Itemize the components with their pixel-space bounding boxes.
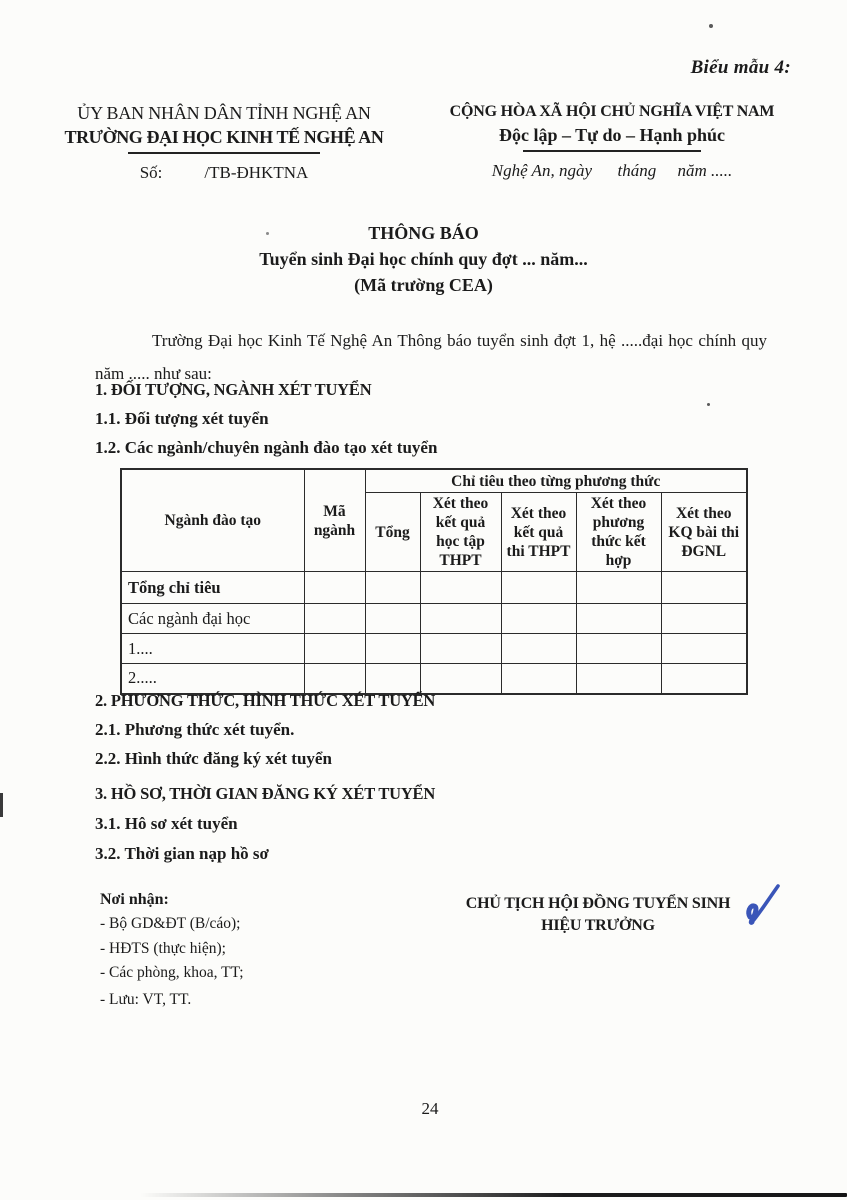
section-3-heading: 3. HỒ SƠ, THỜI GIAN ĐĂNG KÝ XÉT TUYỂN: [95, 784, 436, 803]
pen-mark-stroke: [752, 886, 778, 922]
section-2-block: [95, 691, 435, 769]
document-title-block: [0, 220, 847, 298]
document-header: [48, 103, 796, 183]
national-motto: Độc lập – Tự do – Hạnh phúc: [498, 125, 726, 145]
national-title: CỘNG HÒA XÃ HỘI CHỦ NGHĨA VIỆT NAM: [449, 103, 775, 120]
section-1-block: [95, 380, 437, 458]
empty-cell: [576, 664, 661, 694]
scan-edge-artifact: [140, 1193, 847, 1197]
empty-cell: [420, 634, 501, 664]
section-2-2-heading: 2.2. Hình thức đăng ký xét tuyển: [95, 749, 332, 768]
document-number-line: [48, 163, 400, 183]
school-code-line: (Mã trường CEA): [354, 275, 493, 295]
section-2-1-heading: 2.1. Phương thức xét tuyển.: [95, 720, 295, 739]
scan-artifact-left-edge: [0, 793, 3, 817]
empty-cell: [304, 634, 365, 664]
table-row: [121, 634, 747, 664]
empty-cell: [576, 634, 661, 664]
signature-block: [450, 893, 746, 937]
recipient-item: - Lưu: VT, TT.: [100, 990, 192, 1008]
page-number: 24: [421, 1099, 439, 1118]
issuing-org-name: TRƯỜNG ĐẠI HỌC KINH TẾ NGHỆ AN: [64, 127, 384, 147]
intro-paragraph: Trường Đại học Kinh Tế Nghệ An Thông báo tuyển sinh đợt 1, hệ .....đại học chính quy năm ..... như sau:: [95, 331, 767, 383]
section-3-1-heading: 3.1. Hô sơ xét tuyển: [95, 814, 238, 833]
section-1-heading: 1. ĐỐI TƯỢNG, NGÀNH XÉT TUYỂN: [95, 380, 372, 399]
empty-cell: [365, 604, 420, 634]
scan-speck: [266, 232, 269, 235]
section-2-heading: 2. PHƯƠNG THỨC, HÌNH THỨC XÉT TUYỂN: [95, 691, 436, 710]
admission-quota-table: [120, 468, 748, 695]
section-1-1-heading: 1.1. Đối tượng xét tuyển: [95, 409, 269, 428]
empty-cell: [501, 664, 576, 694]
empty-cell: [661, 604, 747, 634]
col-header-hs-transcript: Xét theo kết quả học tập THPT: [420, 493, 501, 572]
row-label-total-quota: Tổng chỉ tiêu: [121, 572, 304, 604]
empty-cell: [365, 664, 420, 694]
col-header-major-code: Mã ngành: [304, 469, 365, 572]
recipients-block: [100, 891, 244, 1012]
form-label: Biểu mẫu 4:: [690, 57, 791, 78]
section-1-2-heading: 1.2. Các ngành/chuyên ngành đào tạo xét tuyển: [95, 438, 438, 457]
document-title: THÔNG BÁO: [368, 223, 479, 243]
recipients-title: Nơi nhận:: [100, 891, 169, 908]
signature-title-line1: CHỦ TỊCH HỘI ĐỒNG TUYỂN SINH: [465, 895, 731, 912]
header-right-divider: [523, 150, 701, 152]
empty-cell: [420, 664, 501, 694]
row-label-item-2: 2.....: [121, 664, 304, 694]
empty-cell: [501, 604, 576, 634]
signature-title-line2: HIỆU TRƯỞNG: [541, 917, 655, 934]
issuing-org-block: [48, 103, 400, 183]
col-header-combined: Xét theo phương thức kết hợp: [576, 493, 661, 572]
document-number-label: Số:: [139, 163, 163, 182]
empty-cell: [365, 634, 420, 664]
recipient-item: - Bộ GD&ĐT (B/cáo);: [100, 915, 241, 932]
col-header-exam-score: Xét theo kết quả thi THPT: [501, 493, 576, 572]
empty-cell: [501, 572, 576, 604]
empty-cell: [576, 572, 661, 604]
empty-cell: [661, 572, 747, 604]
empty-cell: [420, 572, 501, 604]
table-row: [121, 604, 747, 634]
empty-cell: [304, 604, 365, 634]
document-subtitle: Tuyển sinh Đại học chính quy đợt ... năm...: [259, 249, 588, 269]
empty-cell: [420, 604, 501, 634]
col-header-major: Ngành đào tạo: [121, 469, 304, 572]
col-header-quota-group: Chỉ tiêu theo từng phương thức: [365, 469, 747, 493]
section-3-2-heading: 3.2. Thời gian nạp hồ sơ: [95, 844, 269, 863]
recipient-item: - HĐTS (thực hiện);: [100, 939, 226, 957]
empty-cell: [501, 634, 576, 664]
row-label-item-1: 1....: [121, 634, 304, 664]
header-left-divider: [128, 152, 320, 154]
recipient-item: - Các phòng, khoa, TT;: [100, 964, 244, 981]
document-number-value: /TB-ĐHKTNA: [204, 163, 309, 182]
date-line: Nghệ An, ngày tháng năm .....: [491, 161, 733, 180]
empty-cell: [661, 634, 747, 664]
col-header-aptitude: Xét theo KQ bài thi ĐGNL: [661, 493, 747, 572]
empty-cell: [661, 664, 747, 694]
empty-cell: [365, 572, 420, 604]
empty-cell: [304, 664, 365, 694]
signature-pen-mark: [740, 879, 786, 935]
table-row: [121, 664, 747, 694]
issuing-org-parent: ỦY BAN NHÂN DÂN TỈNH NGHỆ AN: [77, 103, 371, 123]
table-row: [121, 572, 747, 604]
col-header-total: Tổng: [365, 493, 420, 572]
empty-cell: [304, 572, 365, 604]
national-motto-block: [428, 103, 796, 183]
scan-speck: [709, 24, 713, 28]
section-3-block: [95, 784, 435, 864]
row-label-university-majors: Các ngành đại học: [121, 604, 304, 634]
empty-cell: [576, 604, 661, 634]
scan-speck: [707, 403, 710, 406]
